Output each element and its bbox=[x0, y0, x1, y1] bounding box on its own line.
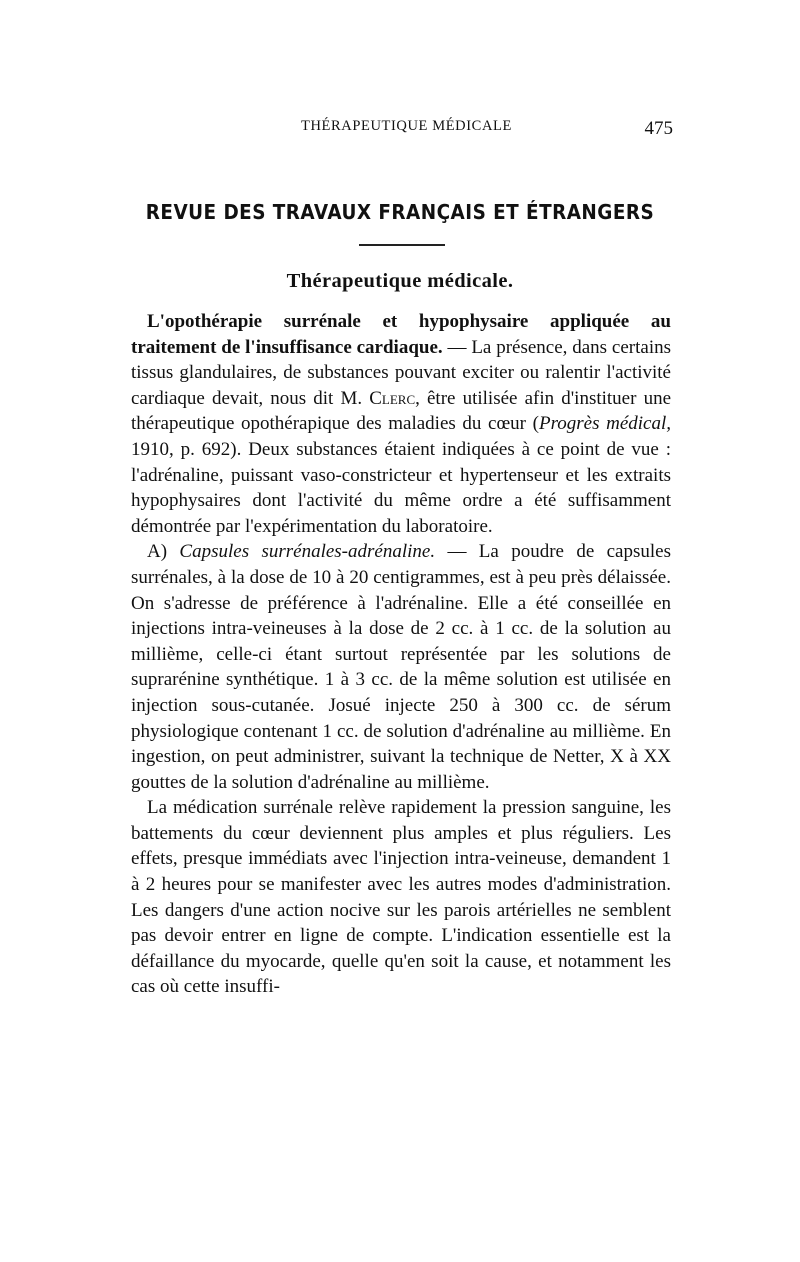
paragraph-2-title: Capsules surrénales-adrénaline. bbox=[179, 541, 436, 563]
paragraph-1-text-b: , être utilisée afin d'instituer une thérapeutique opothérapique des maladies du cœur ( bbox=[131, 387, 671, 435]
section-title: REVUE DES TRAVAUX FRANÇAIS ET ÉTRANGERS bbox=[145, 200, 655, 224]
running-title: THÉRAPEUTIQUE MÉDICALE bbox=[301, 118, 512, 134]
author-name: Clerc bbox=[369, 387, 416, 409]
citation: Progrès médical, bbox=[538, 413, 671, 435]
page-number: 475 bbox=[644, 118, 673, 139]
paragraph-1-text-a: — La présence, dans certains tissus glandulaires, de substances pouvant exciter ou ralentir l'activité cardiaque devait, nous dit M. bbox=[131, 336, 671, 409]
paragraph-1 bbox=[131, 309, 671, 539]
paragraph-2-label: A) bbox=[147, 541, 180, 563]
article-body bbox=[131, 309, 671, 1000]
running-header bbox=[133, 118, 673, 140]
paragraph-3: La médication surrénale relève rapidement la pression sanguine, les battements du cœur deviennent plus amples et plus réguliers. Les effets, presque immédiats avec l'injection intra-veineuse, demandent 1 à 2 heures pour se manifester avec les autres modes d'administration. Les dangers d'une action nocive sur les parois artérielles ne semblent pas devoir entrer en ligne de compte. L'indication essentielle est la défaillance du myocarde, quelle qu'en soit la cause, et notamment les cas où cette insuffi- bbox=[131, 797, 671, 998]
paragraph-2-text: — La poudre de capsules surrénales, à la dose de 10 à 20 centigrammes, est à peu près délaissée. On s'adresse de préférence à l'adrénaline. Elle a été conseillée en injections intra-veineuses à la dose de 2 cc. à 1 cc. de la solution au millième, celle-ci étant surtout représentée par les solutions de suprarénine synthétique. 1 à 3 cc. de la même solution est utilisée en injection sous-cutanée. Josué injecte 250 à 300 cc. de sérum physiologique contenant 1 cc. de solution d'adrénaline au millième. En ingestion, on peut administrer, suivant la technique de Netter, X à XX gouttes de la solution d'adrénaline au millième. bbox=[131, 541, 671, 793]
paragraph-1-text-c: 1910, p. 692). Deux substances étaient indiquées à ce point de vue : l'adrénaline, puissant vaso-constricteur et hypertenseur et les extraits hypophysaires dont l'activité du même ordre a été suffisamment démontrée par l'expérimentation du laboratoire. bbox=[131, 438, 671, 537]
article-title: L'opothérapie surrénale et hypophysaire appliquée au traitement de l'insuffisance cardiaque. bbox=[131, 311, 671, 358]
title-rule bbox=[359, 244, 445, 246]
subsection-title: Thérapeutique médicale. bbox=[286, 270, 514, 292]
paragraph-2 bbox=[131, 539, 671, 795]
